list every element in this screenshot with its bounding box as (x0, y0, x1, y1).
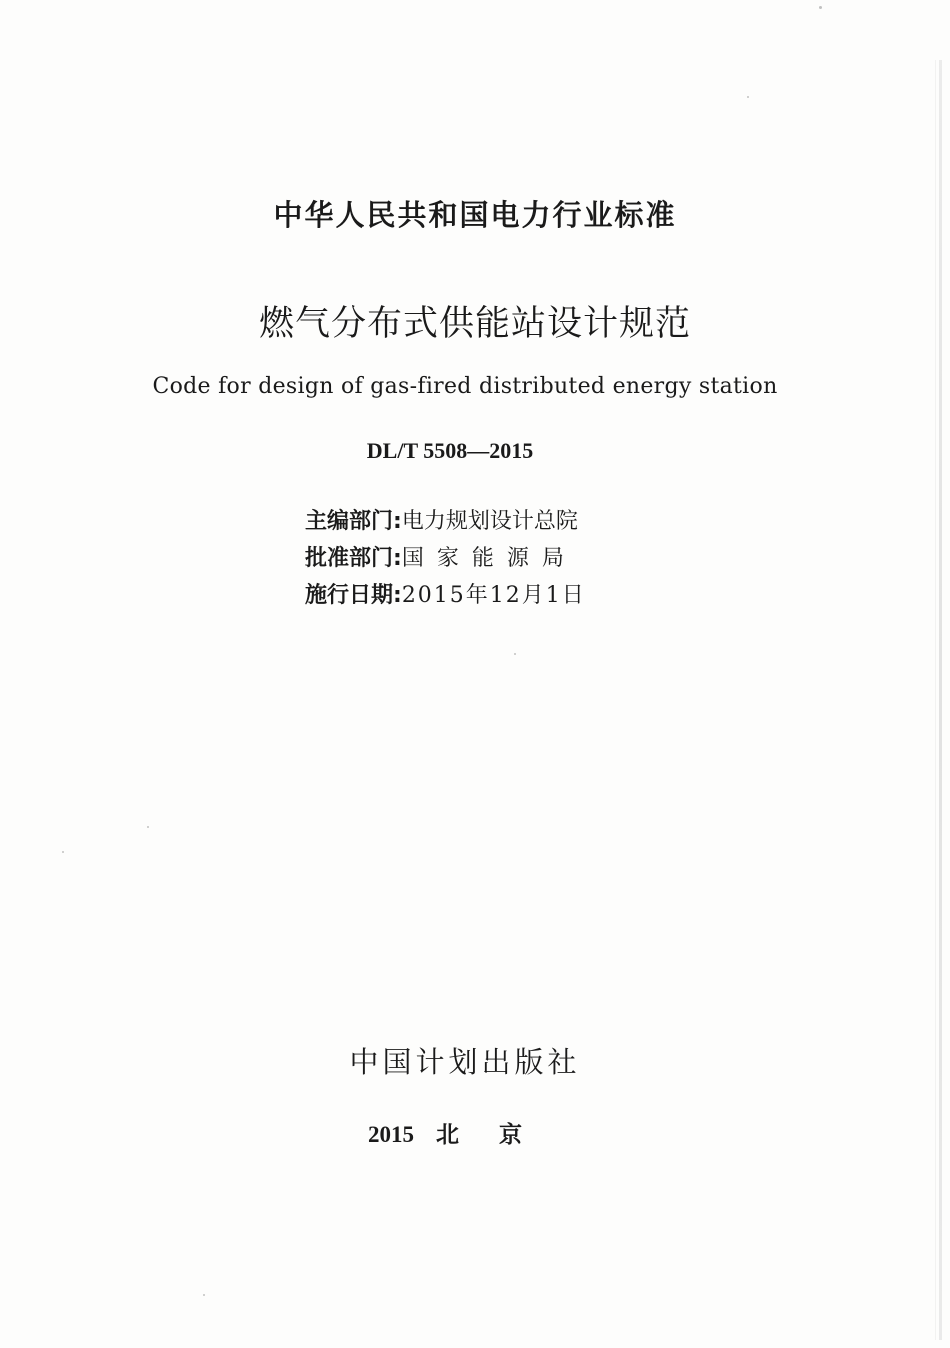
effective-date-label: 施行日期: (305, 583, 402, 608)
scan-speck (147, 826, 149, 828)
standard-type-heading: 中华人民共和国电力行业标准 (273, 198, 677, 232)
scan-speck (62, 851, 64, 853)
effective-date-value: 2015年12月1日 (401, 583, 586, 608)
meta-row-effective-date (305, 577, 586, 614)
scan-speck (819, 6, 822, 9)
scan-speck (514, 653, 516, 655)
scan-speck (747, 96, 749, 98)
standard-code: DL/T 5508—2015 (366, 438, 534, 463)
document-title-english: Code for design of gas-fired distributed energy station (152, 374, 778, 399)
document-title-chinese: 燃气分布式供能站设计规范 (258, 304, 691, 344)
approver-value: 国家能源局 (401, 546, 577, 571)
publication-meta (305, 503, 586, 614)
meta-row-editor (305, 503, 586, 540)
approver-label: 批准部门: (305, 546, 402, 571)
imprint-year: 2015 (368, 1122, 414, 1147)
imprint-city: 北京 (436, 1122, 562, 1148)
publisher-name: 中国计划出版社 (349, 1045, 581, 1079)
imprint-line (0, 1116, 940, 1149)
scan-speck (203, 1294, 205, 1296)
meta-row-approver (305, 540, 586, 577)
editor-value: 电力规划设计总院 (401, 509, 578, 534)
editor-label: 主编部门: (305, 509, 402, 534)
